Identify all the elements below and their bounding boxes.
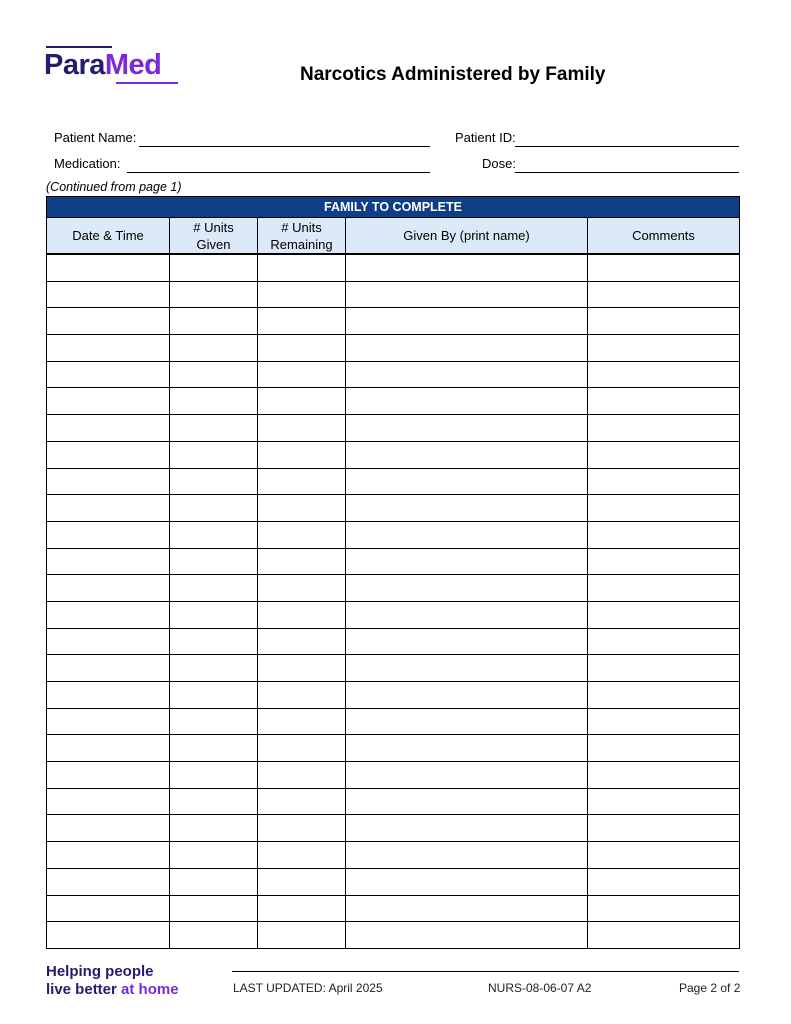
table-row <box>47 708 740 735</box>
cell-given-by[interactable] <box>346 601 588 628</box>
page-number: Page 2 of 2 <box>679 981 741 995</box>
cell-date-time[interactable] <box>47 628 170 655</box>
cell-comments[interactable] <box>588 495 740 522</box>
patient-name-field[interactable] <box>139 146 430 147</box>
cell-units-remaining[interactable] <box>258 842 346 869</box>
cell-date-time[interactable] <box>47 548 170 575</box>
cell-comments[interactable] <box>588 308 740 335</box>
cell-given-by[interactable] <box>346 521 588 548</box>
page-title: Narcotics Administered by Family <box>300 64 606 85</box>
cell-given-by[interactable] <box>346 868 588 895</box>
table-row <box>47 601 740 628</box>
cell-given-by[interactable] <box>346 335 588 362</box>
cell-units-given[interactable] <box>170 788 258 815</box>
cell-given-by[interactable] <box>346 682 588 709</box>
cell-date-time[interactable] <box>47 815 170 842</box>
cell-units-remaining[interactable] <box>258 361 346 388</box>
cell-units-given[interactable] <box>170 308 258 335</box>
medication-label: Medication: <box>54 156 121 171</box>
cell-units-given[interactable] <box>170 361 258 388</box>
table-row <box>47 415 740 442</box>
cell-units-given[interactable] <box>170 548 258 575</box>
cell-given-by[interactable] <box>346 655 588 682</box>
cell-units-given[interactable] <box>170 335 258 362</box>
cell-units-given[interactable] <box>170 254 258 281</box>
cell-units-remaining[interactable] <box>258 815 346 842</box>
table-banner: FAMILY TO COMPLETE <box>47 197 740 218</box>
last-updated: LAST UPDATED: April 2025 <box>233 981 383 995</box>
cell-units-given[interactable] <box>170 495 258 522</box>
logo-text-para: Para <box>44 49 105 81</box>
cell-comments[interactable] <box>588 281 740 308</box>
cell-comments[interactable] <box>588 922 740 949</box>
table-row <box>47 388 740 415</box>
table-row <box>47 281 740 308</box>
cell-units-remaining[interactable] <box>258 762 346 789</box>
column-header-date-time: Date & Time <box>47 218 170 255</box>
cell-comments[interactable] <box>588 682 740 709</box>
cell-comments[interactable] <box>588 842 740 869</box>
cell-units-given[interactable] <box>170 628 258 655</box>
cell-units-given[interactable] <box>170 842 258 869</box>
cell-units-remaining[interactable] <box>258 495 346 522</box>
cell-units-given[interactable] <box>170 922 258 949</box>
cell-units-given[interactable] <box>170 895 258 922</box>
cell-comments[interactable] <box>588 575 740 602</box>
column-header-comments: Comments <box>588 218 740 255</box>
table-body <box>47 254 740 949</box>
cell-units-remaining[interactable] <box>258 415 346 442</box>
dose-label: Dose: <box>482 156 516 171</box>
cell-units-remaining[interactable] <box>258 788 346 815</box>
cell-date-time[interactable] <box>47 254 170 281</box>
table-row <box>47 521 740 548</box>
cell-given-by[interactable] <box>346 388 588 415</box>
cell-date-time[interactable] <box>47 468 170 495</box>
cell-units-remaining[interactable] <box>258 281 346 308</box>
paramed-logo <box>44 48 161 82</box>
cell-date-time[interactable] <box>47 842 170 869</box>
table-row <box>47 762 740 789</box>
cell-comments[interactable] <box>588 708 740 735</box>
table-row <box>47 842 740 869</box>
tagline-line1: Helping people <box>46 963 154 980</box>
cell-units-remaining[interactable] <box>258 682 346 709</box>
cell-units-given[interactable] <box>170 468 258 495</box>
cell-given-by[interactable] <box>346 254 588 281</box>
patient-name-label: Patient Name: <box>54 130 137 145</box>
footer-divider <box>232 971 739 972</box>
cell-units-remaining[interactable] <box>258 575 346 602</box>
cell-date-time[interactable] <box>47 308 170 335</box>
cell-given-by[interactable] <box>346 495 588 522</box>
cell-units-remaining[interactable] <box>258 601 346 628</box>
cell-comments[interactable] <box>588 762 740 789</box>
cell-units-given[interactable] <box>170 575 258 602</box>
cell-units-remaining[interactable] <box>258 895 346 922</box>
cell-units-given[interactable] <box>170 415 258 442</box>
cell-comments[interactable] <box>588 788 740 815</box>
cell-units-remaining[interactable] <box>258 308 346 335</box>
cell-units-remaining[interactable] <box>258 468 346 495</box>
cell-comments[interactable] <box>588 628 740 655</box>
table-row <box>47 655 740 682</box>
cell-units-remaining[interactable] <box>258 868 346 895</box>
table-row <box>47 468 740 495</box>
cell-units-remaining[interactable] <box>258 922 346 949</box>
cell-given-by[interactable] <box>346 575 588 602</box>
cell-given-by[interactable] <box>346 548 588 575</box>
cell-units-given[interactable] <box>170 868 258 895</box>
column-header-units-remaining: # Units Remaining <box>258 218 346 255</box>
cell-comments[interactable] <box>588 415 740 442</box>
cell-comments[interactable] <box>588 521 740 548</box>
table-row <box>47 868 740 895</box>
continued-note: (Continued from page 1) <box>46 180 182 194</box>
cell-units-remaining[interactable] <box>258 628 346 655</box>
cell-units-remaining[interactable] <box>258 521 346 548</box>
cell-units-remaining[interactable] <box>258 655 346 682</box>
cell-given-by[interactable] <box>346 708 588 735</box>
form-code: NURS-08-06-07 A2 <box>488 981 592 995</box>
cell-units-given[interactable] <box>170 521 258 548</box>
cell-date-time[interactable] <box>47 415 170 442</box>
cell-given-by[interactable] <box>346 895 588 922</box>
cell-comments[interactable] <box>588 735 740 762</box>
cell-date-time[interactable] <box>47 521 170 548</box>
cell-units-given[interactable] <box>170 682 258 709</box>
cell-units-given[interactable] <box>170 388 258 415</box>
footer-tagline <box>46 963 179 999</box>
cell-date-time[interactable] <box>47 708 170 735</box>
cell-units-given[interactable] <box>170 655 258 682</box>
logo-text-med: Med <box>104 49 162 81</box>
cell-date-time[interactable] <box>47 922 170 949</box>
cell-date-time[interactable] <box>47 281 170 308</box>
cell-units-given[interactable] <box>170 735 258 762</box>
table-row <box>47 575 740 602</box>
cell-comments[interactable] <box>588 655 740 682</box>
cell-units-remaining[interactable] <box>258 388 346 415</box>
cell-units-remaining[interactable] <box>258 548 346 575</box>
cell-date-time[interactable] <box>47 895 170 922</box>
cell-date-time[interactable] <box>47 735 170 762</box>
table-row <box>47 895 740 922</box>
cell-given-by[interactable] <box>346 922 588 949</box>
cell-date-time[interactable] <box>47 441 170 468</box>
cell-units-remaining[interactable] <box>258 441 346 468</box>
table-row <box>47 735 740 762</box>
cell-comments[interactable] <box>588 388 740 415</box>
table-row <box>47 815 740 842</box>
cell-comments[interactable] <box>588 868 740 895</box>
cell-date-time[interactable] <box>47 682 170 709</box>
cell-comments[interactable] <box>588 335 740 362</box>
cell-comments[interactable] <box>588 548 740 575</box>
patient-id-label: Patient ID: <box>455 130 516 145</box>
table-row <box>47 922 740 949</box>
table-row <box>47 308 740 335</box>
table-row <box>47 361 740 388</box>
cell-date-time[interactable] <box>47 601 170 628</box>
cell-units-given[interactable] <box>170 708 258 735</box>
tagline-line2: live better at home <box>46 981 179 998</box>
cell-date-time[interactable] <box>47 868 170 895</box>
cell-comments[interactable] <box>588 895 740 922</box>
cell-units-given[interactable] <box>170 601 258 628</box>
table-row <box>47 254 740 281</box>
cell-units-given[interactable] <box>170 281 258 308</box>
cell-date-time[interactable] <box>47 335 170 362</box>
cell-units-given[interactable] <box>170 441 258 468</box>
patient-id-field[interactable] <box>515 146 739 147</box>
cell-given-by[interactable] <box>346 842 588 869</box>
cell-comments[interactable] <box>588 468 740 495</box>
column-header-given-by: Given By (print name) <box>346 218 588 255</box>
cell-date-time[interactable] <box>47 655 170 682</box>
cell-comments[interactable] <box>588 254 740 281</box>
cell-units-given[interactable] <box>170 815 258 842</box>
cell-given-by[interactable] <box>346 468 588 495</box>
table-row <box>47 495 740 522</box>
cell-units-remaining[interactable] <box>258 254 346 281</box>
cell-given-by[interactable] <box>346 361 588 388</box>
medication-field[interactable] <box>127 172 430 173</box>
cell-comments[interactable] <box>588 361 740 388</box>
dose-field[interactable] <box>515 172 739 173</box>
cell-given-by[interactable] <box>346 415 588 442</box>
cell-units-remaining[interactable] <box>258 735 346 762</box>
cell-given-by[interactable] <box>346 762 588 789</box>
cell-units-remaining[interactable] <box>258 708 346 735</box>
logo-underline <box>116 82 178 84</box>
cell-date-time[interactable] <box>47 575 170 602</box>
cell-units-remaining[interactable] <box>258 335 346 362</box>
cell-given-by[interactable] <box>346 281 588 308</box>
column-header-units-given: # Units Given <box>170 218 258 255</box>
cell-given-by[interactable] <box>346 788 588 815</box>
cell-given-by[interactable] <box>346 735 588 762</box>
cell-date-time[interactable] <box>47 762 170 789</box>
table-row <box>47 441 740 468</box>
table-row <box>47 788 740 815</box>
cell-date-time[interactable] <box>47 495 170 522</box>
cell-comments[interactable] <box>588 601 740 628</box>
cell-given-by[interactable] <box>346 441 588 468</box>
cell-date-time[interactable] <box>47 388 170 415</box>
table-row <box>47 335 740 362</box>
cell-given-by[interactable] <box>346 628 588 655</box>
cell-date-time[interactable] <box>47 788 170 815</box>
table-row <box>47 548 740 575</box>
family-administration-table <box>46 196 740 949</box>
cell-date-time[interactable] <box>47 361 170 388</box>
table-row <box>47 628 740 655</box>
cell-given-by[interactable] <box>346 308 588 335</box>
table-row <box>47 682 740 709</box>
cell-units-given[interactable] <box>170 762 258 789</box>
cell-comments[interactable] <box>588 441 740 468</box>
cell-given-by[interactable] <box>346 815 588 842</box>
cell-comments[interactable] <box>588 815 740 842</box>
